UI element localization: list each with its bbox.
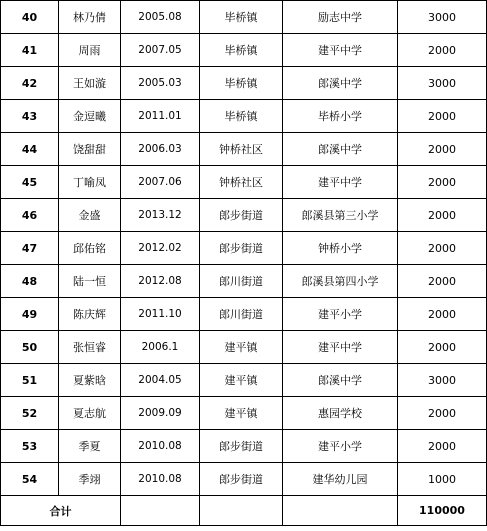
school-name: 毕桥小学: [283, 100, 398, 133]
birth-date: 2005.03: [121, 67, 200, 100]
student-name: 林乃倩: [59, 1, 121, 34]
birth-date: 2013.12: [121, 199, 200, 232]
table-row: [1, 298, 487, 331]
student-name: 夏紫晗: [59, 364, 121, 397]
birth-date: 2011.01: [121, 100, 200, 133]
student-name: 周雨: [59, 34, 121, 67]
school-name: 建平中学: [283, 331, 398, 364]
town-name: 毕桥镇: [200, 100, 283, 133]
table-row: [1, 364, 487, 397]
birth-date: 2011.10: [121, 298, 200, 331]
town-name: 毕桥镇: [200, 67, 283, 100]
amount: 2000: [398, 397, 487, 430]
table-row: [1, 463, 487, 496]
birth-date: 2007.05: [121, 34, 200, 67]
birth-date: 2007.06: [121, 166, 200, 199]
birth-date: 2005.08: [121, 1, 200, 34]
amount: 2000: [398, 166, 487, 199]
row-number: 47: [1, 232, 59, 265]
amount: 3000: [398, 1, 487, 34]
town-name: 郎川街道: [200, 298, 283, 331]
total-empty-cell: [283, 496, 398, 526]
total-empty-cell: [200, 496, 283, 526]
town-name: 建平镇: [200, 331, 283, 364]
row-number: 53: [1, 430, 59, 463]
town-name: 建平镇: [200, 397, 283, 430]
table-row: [1, 331, 487, 364]
student-name: 陈庆辉: [59, 298, 121, 331]
birth-date: 2012.08: [121, 265, 200, 298]
school-name: 励志中学: [283, 1, 398, 34]
student-name: 陆一恒: [59, 265, 121, 298]
school-name: 惠园学校: [283, 397, 398, 430]
town-name: 钟桥社区: [200, 133, 283, 166]
amount: 2000: [398, 265, 487, 298]
town-name: 郎川街道: [200, 265, 283, 298]
amount: 2000: [398, 199, 487, 232]
student-name: 金盛: [59, 199, 121, 232]
town-name: 郎步街道: [200, 430, 283, 463]
table-row: [1, 430, 487, 463]
table-row: [1, 34, 487, 67]
total-label: 合计: [1, 496, 121, 526]
town-name: 郎步街道: [200, 232, 283, 265]
total-row: [1, 496, 487, 526]
birth-date: 2012.02: [121, 232, 200, 265]
row-number: 52: [1, 397, 59, 430]
table-body: [1, 1, 487, 526]
school-name: 建华幼儿园: [283, 463, 398, 496]
birth-date: 2006.03: [121, 133, 200, 166]
row-number: 49: [1, 298, 59, 331]
amount: 3000: [398, 67, 487, 100]
student-name: 季夏: [59, 430, 121, 463]
town-name: 钟桥社区: [200, 166, 283, 199]
table-row: [1, 133, 487, 166]
amount: 1000: [398, 463, 487, 496]
amount: 2000: [398, 100, 487, 133]
school-name: 建平中学: [283, 34, 398, 67]
student-name: 饶甜甜: [59, 133, 121, 166]
amount: 2000: [398, 133, 487, 166]
row-number: 50: [1, 331, 59, 364]
table-row: [1, 67, 487, 100]
table-row: [1, 100, 487, 133]
table-row: [1, 232, 487, 265]
town-name: 郎步街道: [200, 199, 283, 232]
row-number: 51: [1, 364, 59, 397]
school-name: 郎溪中学: [283, 67, 398, 100]
school-name: 郎溪中学: [283, 133, 398, 166]
birth-date: 2004.05: [121, 364, 200, 397]
row-number: 43: [1, 100, 59, 133]
row-number: 41: [1, 34, 59, 67]
amount: 2000: [398, 298, 487, 331]
town-name: 郎步街道: [200, 463, 283, 496]
school-name: 建平小学: [283, 430, 398, 463]
student-name: 丁喻凤: [59, 166, 121, 199]
table-row: [1, 1, 487, 34]
school-name: 建平小学: [283, 298, 398, 331]
row-number: 40: [1, 1, 59, 34]
birth-date: 2010.08: [121, 430, 200, 463]
total-empty-cell: [121, 496, 200, 526]
town-name: 毕桥镇: [200, 1, 283, 34]
row-number: 48: [1, 265, 59, 298]
student-name: 夏志航: [59, 397, 121, 430]
row-number: 42: [1, 67, 59, 100]
town-name: 毕桥镇: [200, 34, 283, 67]
school-name: 郎溪县第三小学: [283, 199, 398, 232]
table-row: [1, 199, 487, 232]
student-name: 邱佑铭: [59, 232, 121, 265]
row-number: 54: [1, 463, 59, 496]
student-name: 王如漩: [59, 67, 121, 100]
amount: 2000: [398, 232, 487, 265]
row-number: 46: [1, 199, 59, 232]
student-name: 季翊: [59, 463, 121, 496]
school-name: 郎溪县第四小学: [283, 265, 398, 298]
table-row: [1, 166, 487, 199]
row-number: 44: [1, 133, 59, 166]
student-name: 张恒睿: [59, 331, 121, 364]
table-row: [1, 397, 487, 430]
school-name: 建平中学: [283, 166, 398, 199]
birth-date: 2010.08: [121, 463, 200, 496]
birth-date: 2006.1: [121, 331, 200, 364]
amount: 2000: [398, 34, 487, 67]
amount: 2000: [398, 331, 487, 364]
town-name: 建平镇: [200, 364, 283, 397]
row-number: 45: [1, 166, 59, 199]
total-amount: 110000: [398, 496, 487, 526]
birth-date: 2009.09: [121, 397, 200, 430]
table-row: [1, 265, 487, 298]
school-name: 钟桥小学: [283, 232, 398, 265]
student-name: 金逗曦: [59, 100, 121, 133]
amount: 2000: [398, 430, 487, 463]
school-name: 郎溪中学: [283, 364, 398, 397]
amount: 3000: [398, 364, 487, 397]
